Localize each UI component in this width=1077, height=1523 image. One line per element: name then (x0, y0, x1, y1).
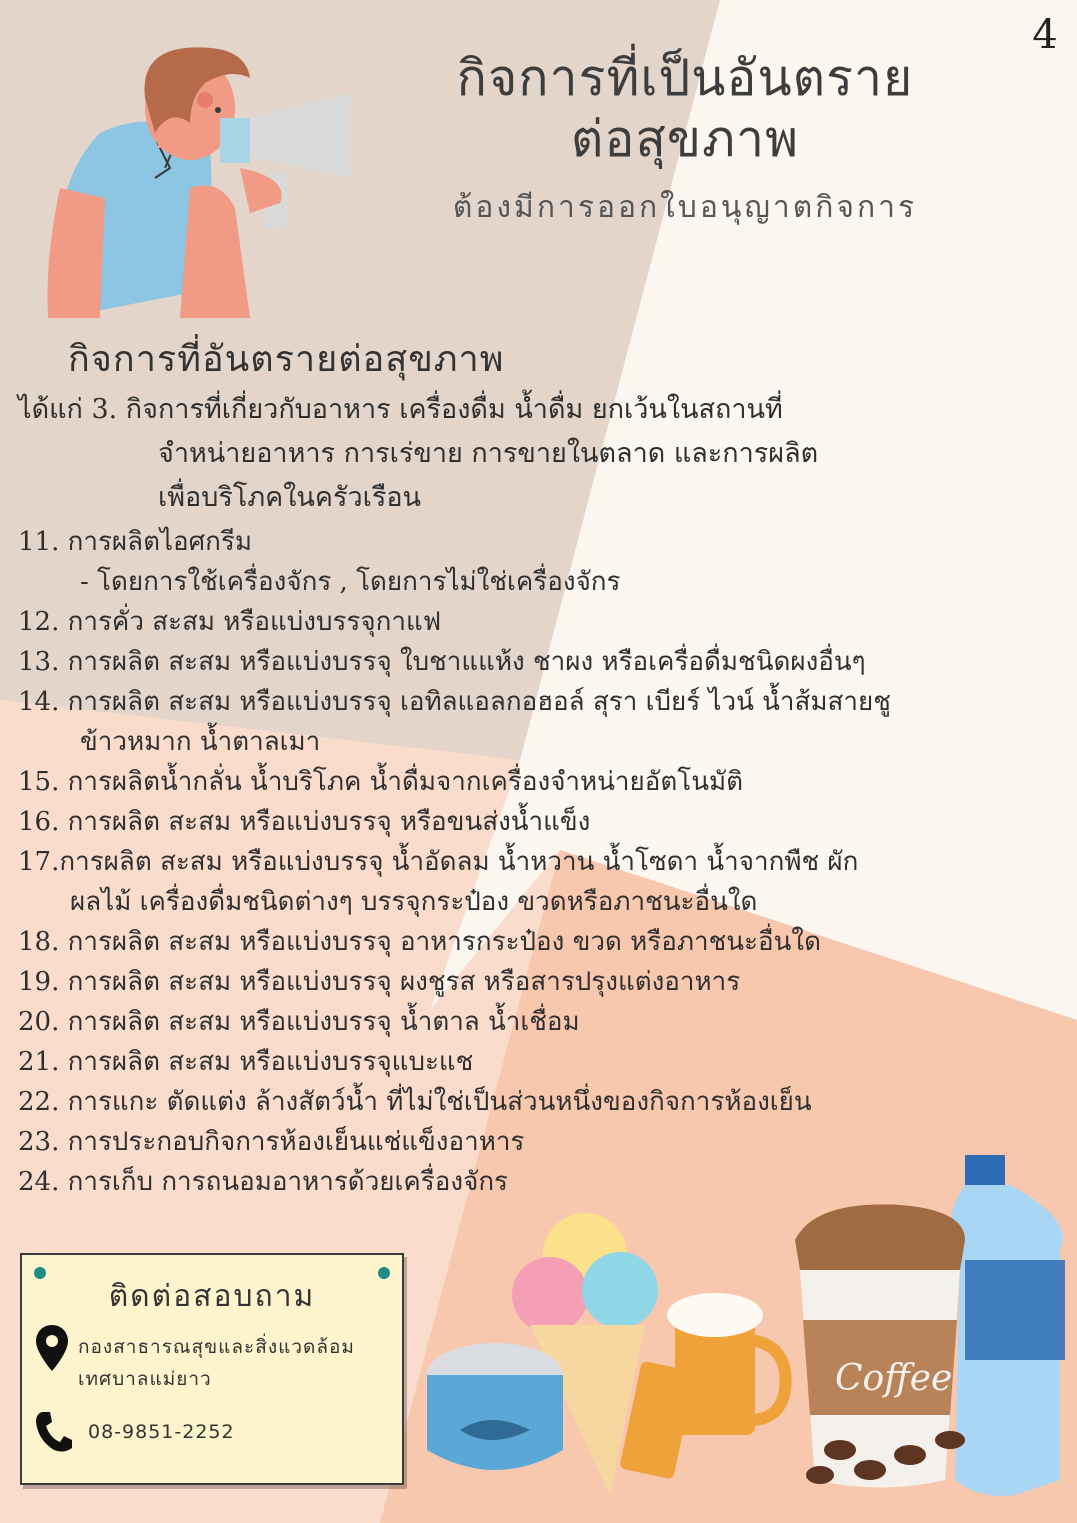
list-item-subline: - โดยการใช้เครื่องจักร , โดยการไม่ใช่เครื่องจักร (80, 567, 621, 597)
list-item: 20. การผลิต สะสม หรือแบ่งบรรจุ น้ำตาล น้ำเชื่อม (18, 1007, 580, 1037)
map-pin-icon (34, 1323, 70, 1377)
list-item-subline: ผลไม้ เครื่องดื่มชนิดต่างๆ บรรจุกระป๋อง ขวดหรือภาชนะอื่นใด (70, 887, 758, 917)
list-item: 23. การประกอบกิจการห้องเย็นแช่แข็งอาหาร (18, 1127, 525, 1157)
list-item: 12. การคั่ว สะสม หรือแบ่งบรรจุกาแฟ (18, 607, 442, 637)
list-item: 18. การผลิต สะสม หรือแบ่งบรรจุ อาหารกระป๋อง ขวด หรือภาชนะอื่นใด (18, 927, 821, 957)
phone-icon (34, 1410, 74, 1458)
intro-line-1: ได้แก่ 3. กิจการที่เกี่ยวกับอาหาร เครื่องดื่ม น้ำดื่ม ยกเว้นในสถานที่ (18, 394, 783, 425)
list-item: 11. การผลิตไอศกรีม (18, 527, 253, 557)
coffee-label: Coffee (835, 1358, 953, 1399)
contact-address-line-2: เทศบาลแม่ยาว (78, 1368, 212, 1390)
list-item: 14. การผลิต สะสม หรือแบ่งบรรจุ เอทิลแอลกอฮอล์ สุรา เบียร์ ไวน์ น้ำส้มสายชู (18, 687, 891, 717)
contact-title: ติดต่อสอบถาม (108, 1279, 316, 1314)
title-block (380, 48, 990, 231)
list-item: 22. การแกะ ตัดแต่ง ล้างสัตว์น้ำ ที่ไม่ใช่เป็นส่วนหนึ่งของกิจการห้องเย็น (18, 1087, 812, 1117)
page-subtitle: ต้องมีการออกใบอนุญาตกิจการ (452, 190, 918, 225)
contact-phone-row (34, 1410, 235, 1458)
list-item: 16. การผลิต สะสม หรือแบ่งบรรจุ หรือขนส่งน้ำแข็ง (18, 807, 591, 837)
intro-line-3: เพื่อบริโภคในครัวเรือน (158, 482, 422, 513)
section-heading: กิจการที่อันตรายต่อสุขภาพ (68, 339, 505, 380)
list-item: 24. การเก็บ การถนอมอาหารด้วยเครื่องจักร (18, 1167, 509, 1197)
list-item-subline: ข้าวหมาก น้ำตาลเมา (80, 727, 321, 757)
list-item: 15. การผลิตน้ำกลั่น น้ำบริโภค น้ำดื่มจากเครื่องจำหน่ายอัตโนมัติ (18, 767, 744, 797)
food-drinks-illustration (420, 1150, 1070, 1510)
intro-paragraph (18, 388, 1018, 520)
list-item: 19. การผลิต สะสม หรือแบ่งบรรจุ ผงชูรส หรือสารปรุงแต่งอาหาร (18, 967, 741, 997)
list-item: 21. การผลิต สะสม หรือแบ่งบรรจุแบะแช (18, 1047, 474, 1077)
contact-address-line-1: กองสาธารณสุขและสิ่งแวดล้อม (78, 1336, 355, 1358)
intro-line-2: จำหน่ายอาหาร การเร่ขาย การขายในตลาด และการผลิต (158, 438, 819, 469)
page-number: 4 (1032, 12, 1058, 58)
contact-address-row (34, 1323, 355, 1395)
list-item: 17.การผลิต สะสม หรือแบ่งบรรจุ น้ำอัดลม น้ำหวาน น้ำโซดา น้ำจากพืช ผัก (18, 847, 859, 877)
contact-card (20, 1253, 404, 1485)
page-title-line-1: กิจการที่เป็นอันตราย (456, 49, 914, 107)
contact-phone-number[interactable]: 08-9851-2252 (88, 1421, 235, 1443)
person-megaphone-illustration (40, 38, 360, 323)
business-list (18, 522, 1068, 1202)
page-title-line-2: ต่อสุขภาพ (570, 110, 800, 168)
list-item: 13. การผลิต สะสม หรือแบ่งบรรจุ ใบชาแแห้ง ชาผง หรือเครื่อดื่มชนิดผงอื่นๆ (18, 647, 866, 677)
